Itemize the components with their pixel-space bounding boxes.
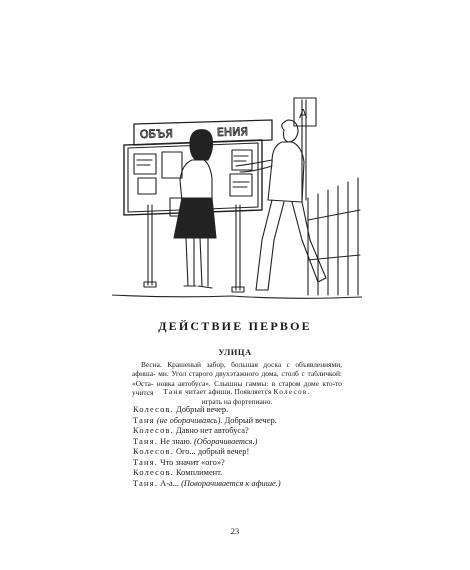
line-text: А-а... xyxy=(160,478,179,488)
speaker-name: Таня. xyxy=(133,457,159,467)
dialogue-line xyxy=(133,468,363,479)
character-name: Таня xyxy=(163,387,184,396)
dialogue xyxy=(133,405,363,489)
dialogue-line xyxy=(133,405,363,416)
speaker-name: Колесов. xyxy=(133,405,174,414)
sign-text-left: ОБЪЯ xyxy=(139,127,174,141)
dialogue-line xyxy=(133,479,363,490)
street-scene-illustration xyxy=(112,90,362,305)
speaker-name: Таня. xyxy=(133,478,159,488)
dialogue-line xyxy=(133,437,363,448)
entrance-text: читает афиши. Появляется xyxy=(185,387,272,396)
stage-remark: (Поворачивается к афише.) xyxy=(181,478,281,488)
line-text: Добрый вечер. xyxy=(224,415,277,425)
line-text: Комплимент. xyxy=(176,468,223,477)
entrance-direction xyxy=(132,387,342,396)
speaker-name: Колесов. xyxy=(133,468,174,477)
stage-direction-line: Весна. Крашеный забор, большая доска с объявлениями, афиша- xyxy=(132,360,342,379)
stage-direction-line: ми. Угол старого двухэтажного дома, столб с табличкой: «Оста- xyxy=(132,369,342,388)
character-name: Колесов. xyxy=(273,387,311,396)
stage-direction-line: играть на фортепиано. xyxy=(201,397,273,407)
stage-remark: (не оборачиваясь). xyxy=(156,415,223,425)
line-text: Не знаю. xyxy=(160,436,192,446)
speaker-name: Таня. xyxy=(133,436,159,446)
scene-title: УЛИЦА xyxy=(218,347,252,357)
line-text: Добрый вечер. xyxy=(176,405,229,414)
speaker-name: Колесов. xyxy=(133,447,174,456)
page-number: 23 xyxy=(230,526,240,536)
dialogue-line xyxy=(133,426,363,437)
line-text: Давно нет автобуса? xyxy=(176,426,249,435)
act-title: ДЕЙСТВИЕ ПЕРВОЕ xyxy=(158,319,312,333)
stage-direction-line: новка автобуса». Слышны гаммы: в старом доме кто-то учится xyxy=(132,378,342,397)
stage-direction xyxy=(132,360,342,406)
speaker-name: Колесов. xyxy=(133,426,174,435)
speaker-name: Таня xyxy=(133,415,155,425)
line-text: Что значит «ого»? xyxy=(160,457,225,467)
stage-remark: (Оборачивается.) xyxy=(193,436,258,446)
dialogue-line xyxy=(133,447,363,458)
line-text: Ого... добрый вечер! xyxy=(176,447,250,456)
sign-text-right: ЕНИЯ xyxy=(216,125,249,139)
dialogue-line xyxy=(133,416,363,427)
bus-stop-sign-letter: А xyxy=(299,107,308,121)
dialogue-line xyxy=(133,458,363,469)
